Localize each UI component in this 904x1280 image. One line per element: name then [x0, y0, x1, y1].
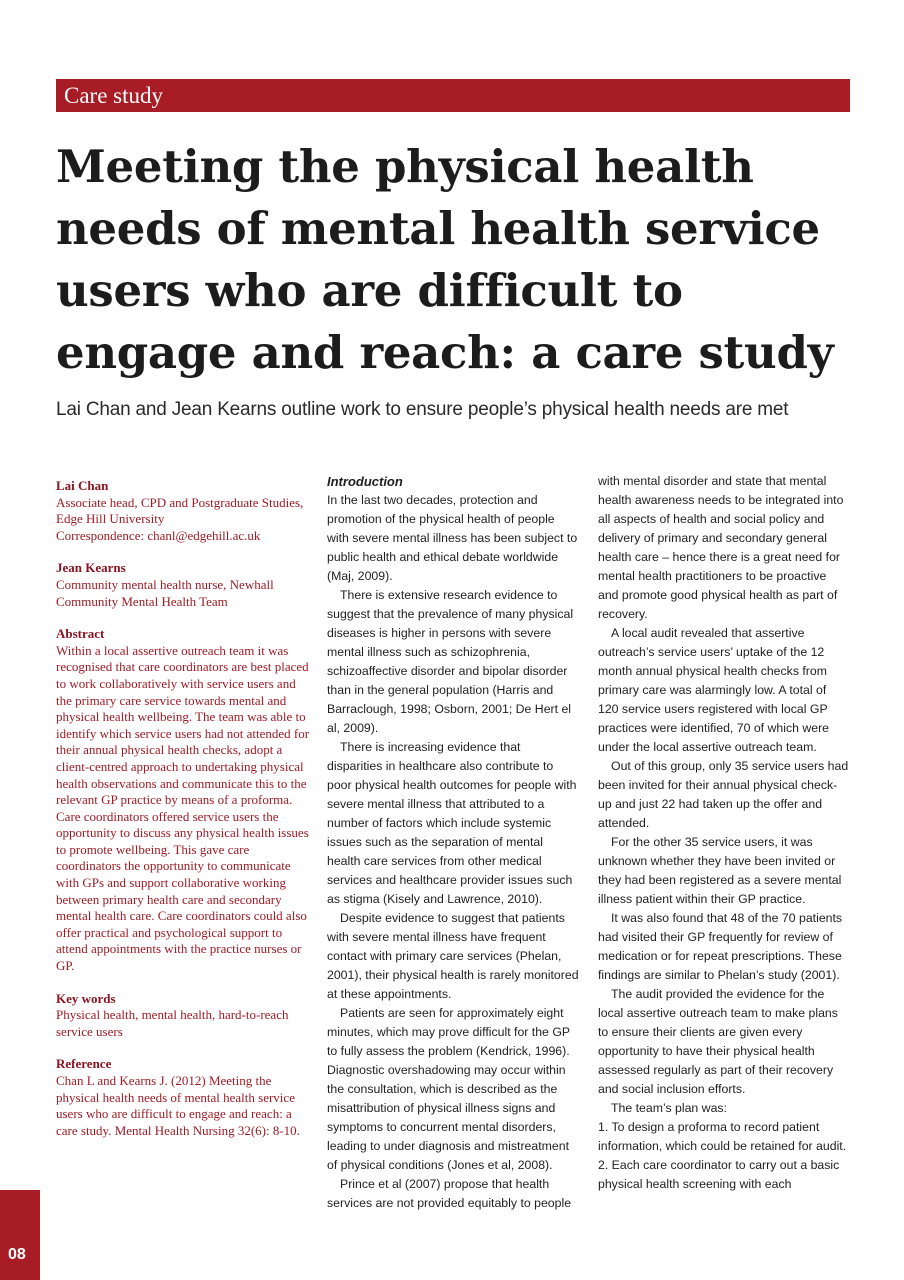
author1-correspondence: Correspondence: chanl@edgehill.ac.uk: [56, 527, 261, 543]
author1-name: Lai Chan: [56, 478, 109, 493]
list-item: 2. Each care coordinator to carry out a basic physical health screening with each: [598, 1158, 840, 1191]
article-title: Meeting the physical health needs of mental health service users who are difficult to engage and reach: a care study: [56, 140, 834, 379]
reference-label: Reference: [56, 1056, 112, 1072]
paragraph: Out of this group, only 35 service users had been invited for their annual physical check-up and just 22 had taken up the offer and attended.: [598, 759, 849, 830]
page-number-tab: [0, 1190, 40, 1280]
page-number: 08: [8, 1246, 26, 1263]
paragraph: Prince et al (2007) propose that health services are not provided equitably to people: [327, 1177, 572, 1210]
paragraph: The audit provided the evidence for the local assertive outreach team to make plans to ensure their clients are given every opportunity to have their physical health assessed regularly as part of their recovery and social inclusion efforts.: [598, 987, 838, 1096]
paragraph: There is extensive research evidence to suggest that the prevalence of many physical diseases is higher in persons with severe mental illness such as schizophrenia, schizoaffective disorder and bipolar disorder than in the general population (Harris and Barraclough, 1998; Osborn, 2001; De Hert el al, 2009).: [327, 588, 574, 735]
author1-role: Associate head, CPD and Postgraduate Studies, Edge Hill University: [56, 494, 304, 527]
list-item: 1. To design a proforma to record patient information, which could be retained for audit.: [598, 1120, 847, 1153]
paragraph: A local audit revealed that assertive outreach’s service users’ uptake of the 12 month annual physical health checks from primary care was alarmingly low. A total of 120 service users registered with local GP practices were identified, 70 of which were under the local assertive outreach team.: [598, 626, 830, 754]
author-sidebar: [56, 478, 312, 1139]
author2-name: Jean Kearns: [56, 560, 126, 576]
standfirst: Lai Chan and Jean Kearns outline work to ensure people’s physical health needs are met: [56, 399, 789, 420]
body-column-1: [327, 472, 579, 1213]
paragraph: For the other 35 service users, it was unknown whether they have been invited or they had been registered as a severe mental illness patient within their GP practice.: [598, 835, 842, 906]
abstract-label: Abstract: [56, 626, 105, 642]
author2-role: Community mental health nurse, Newhall Community Mental Health Team: [56, 576, 274, 609]
keywords-label: Key words: [56, 990, 116, 1006]
paragraph: It was also found that 48 of the 70 patients had visited their GP frequently for review of medication or for repeat prescriptions. These findings are similar to Phelan’s study (2001).: [598, 911, 843, 982]
paragraph: with mental disorder and state that mental health awareness needs to be integrated into all aspects of health and social policy and delivery of primary and secondary general health care – hence there is a great need for mental health practitioners to be proactive and promote good physical health as part of recovery.: [598, 474, 844, 621]
paragraph: Despite evidence to suggest that patients with severe mental illness have frequent contact with primary care services (Phelan, 2001), their physical health is rarely monitored at these appointments.: [327, 911, 579, 1001]
keywords-text: Physical health, mental health, hard-to-reach service users: [56, 1007, 289, 1039]
body-column-2: [598, 472, 850, 1194]
reference-text: Chan L and Kearns J. (2012) Meeting the physical health needs of mental health service users who are difficult to engage and reach: a care study. Mental Health Nursing 32(6): 8-10.: [56, 1073, 300, 1138]
paragraph: In the last two decades, protection and promotion of the physical health of people with severe mental illness has been subject to public health and ethical debate worldwide (Maj, 2009).: [327, 493, 578, 583]
paragraph: Patients are seen for approximately eight minutes, which may prove difficult for the GP to fully assess the problem (Kendrick, 1996). Diagnostic overshadowing may occur within the consultation, which is described as the misattribution of physical illness signs and symptoms to concurrent mental disorders, leading to under diagnosis and mistreatment of physical conditions (Jones et al, 2008).: [327, 1006, 570, 1172]
paragraph: The team’s plan was:: [611, 1101, 727, 1115]
paragraph: There is increasing evidence that disparities in healthcare also contribute to poor physical health outcomes for people with severe mental illness that attributed to a number of factors which include systemic issues such as the separation of mental health care services from other medical services and healthcare provider issues such as stigma (Kisely and Lawrence, 2010).: [327, 740, 577, 906]
section-label: Care study: [64, 83, 164, 108]
abstract-text: Within a local assertive outreach team it was recognised that care coordinators are best placed to work collaboratively with service users and the primary care service towards mental and physical health wellbeing. The team was able to identify which service users had not attended for their annual physical health checks, adopt a client-centred approach to undertaking physical health observations and communicate this to the relevant GP practice by means of a proforma. Care coordinators offered service users the opportunity to discuss any physical health issues to promote wellbeing. This gave care coordinators the opportunity to communicate with GPs and support collaborative working between primary health care and secondary mental health care. Care coordinators could also offer practical and psychological support to attend appointments with the practice nurses or GP.: [56, 642, 310, 974]
section-heading-introduction: Introduction: [327, 474, 403, 489]
section-label-bar: [56, 79, 850, 112]
